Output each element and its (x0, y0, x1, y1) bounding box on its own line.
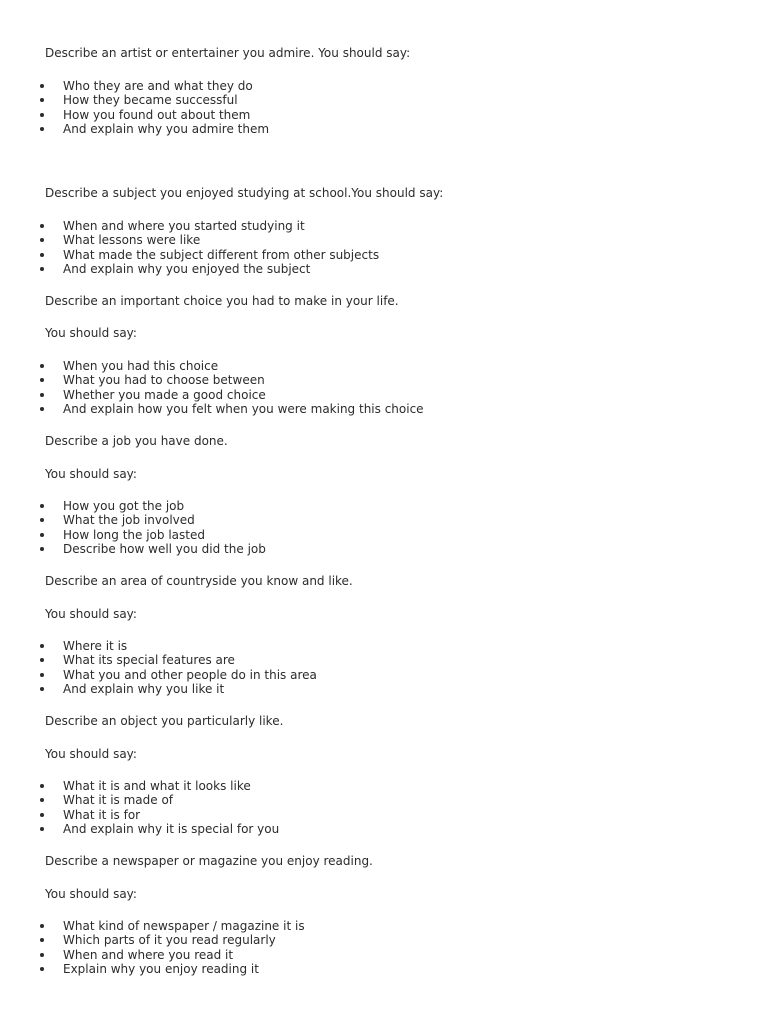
section-3-should-say: You should say: (45, 326, 137, 340)
list-item: And explain why it is special for you (0, 822, 279, 836)
section-7-list (0, 919, 305, 976)
list-item: And explain why you enjoyed the subject (0, 262, 379, 276)
section-6-prompt: Describe an object you particularly like. (45, 714, 284, 728)
section-6-should-say: You should say: (45, 747, 137, 761)
list-item: When and where you started studying it (0, 219, 379, 233)
list-item: What lessons were like (0, 233, 379, 247)
list-item: Describe how well you did the job (0, 542, 266, 556)
list-item: What the job involved (0, 513, 266, 527)
section-2-prompt: Describe a subject you enjoyed studying at school.You should say: (45, 186, 444, 200)
list-item: Which parts of it you read regularly (0, 933, 305, 947)
list-item: What it is made of (0, 793, 279, 807)
section-5-prompt: Describe an area of countryside you know and like. (45, 574, 353, 588)
list-item: Whether you made a good choice (0, 388, 424, 402)
list-item: What it is for (0, 808, 279, 822)
list-item: And explain why you like it (0, 682, 317, 696)
section-2-list (0, 219, 379, 276)
list-item: Who they are and what they do (0, 79, 269, 93)
list-item: How they became successful (0, 93, 269, 107)
section-7-prompt: Describe a newspaper or magazine you enjoy reading. (45, 854, 373, 868)
section-5-should-say: You should say: (45, 607, 137, 621)
section-1-list (0, 79, 269, 136)
list-item: What you and other people do in this area (0, 668, 317, 682)
list-item: What you had to choose between (0, 373, 424, 387)
list-item: Explain why you enjoy reading it (0, 962, 305, 976)
list-item: What made the subject different from other subjects (0, 248, 379, 262)
list-item: And explain how you felt when you were making this choice (0, 402, 424, 416)
list-item: What its special features are (0, 653, 317, 667)
list-item: What kind of newspaper / magazine it is (0, 919, 305, 933)
list-item: When you had this choice (0, 359, 424, 373)
section-4-list (0, 499, 266, 556)
section-3-list (0, 359, 424, 416)
section-3-prompt: Describe an important choice you had to make in your life. (45, 294, 399, 308)
section-4-should-say: You should say: (45, 467, 137, 481)
list-item: And explain why you admire them (0, 122, 269, 136)
section-4-prompt: Describe a job you have done. (45, 434, 228, 448)
list-item: What it is and what it looks like (0, 779, 279, 793)
list-item: How you found out about them (0, 108, 269, 122)
section-5-list (0, 639, 317, 696)
list-item: How you got the job (0, 499, 266, 513)
section-6-list (0, 779, 279, 836)
section-1-prompt: Describe an artist or entertainer you admire. You should say: (45, 46, 411, 60)
list-item: When and where you read it (0, 948, 305, 962)
list-item: Where it is (0, 639, 317, 653)
section-7-should-say: You should say: (45, 887, 137, 901)
list-item: How long the job lasted (0, 528, 266, 542)
